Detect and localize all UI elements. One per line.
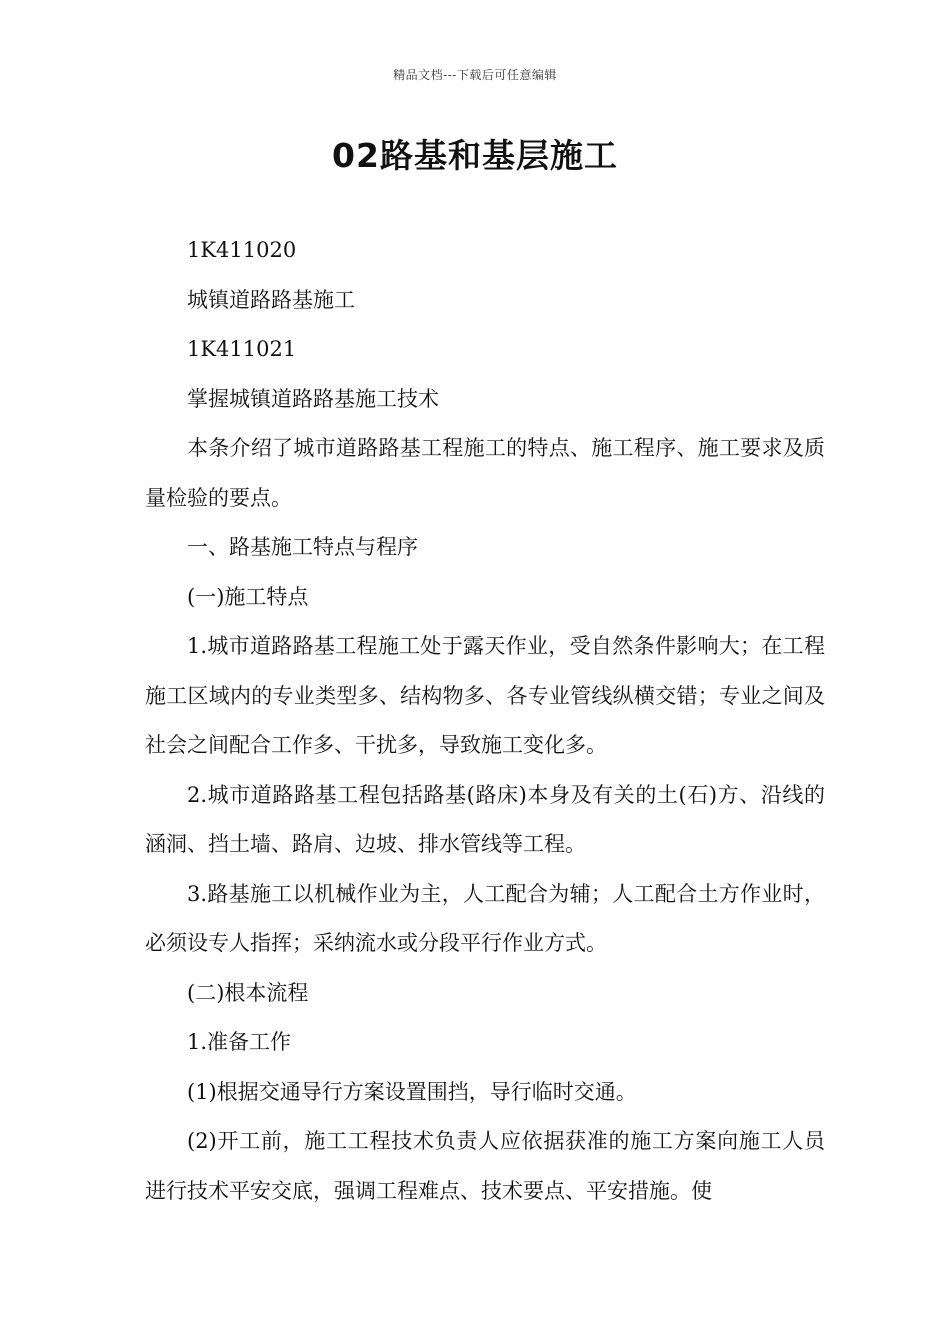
paragraph-heading-1-1: (一)施工特点 [187,584,309,609]
header-note: 精品文档---下载后可任意编辑 [393,68,557,82]
paragraph-step-1-2: (2)开工前，施工工程技术负责人应依据获准的施工方案向施工人员进行技术平安交底，强调工程难点、技术要点、平安措施。使 [145,1129,825,1203]
paragraph-subsection-title: 掌握城镇道路路基施工技术 [187,386,439,411]
paragraph-step-1: 1.准备工作 [187,1030,292,1054]
paragraph-intro: 本条介绍了城市道路路基工程施工的特点、施工程序、施工要求及质量检验的要点。 [145,436,825,510]
paragraph-subsection-code: 1K411021 [187,337,297,361]
document-body [145,226,825,1216]
page-title: 02路基和基层施工 [332,136,618,175]
paragraph-item-2: 2.城市道路路基工程包括路基(路床)本身及有关的土(石)方、沿线的涵洞、挡土墙、路肩、边坡、排水管线等工程。 [145,782,825,856]
paragraph-section-title: 城镇道路路基施工 [187,287,355,312]
paragraph-section-code: 1K411020 [187,238,297,262]
paragraph-heading-1: 一、路基施工特点与程序 [187,535,418,559]
paragraph-step-1-1: (1)根据交通导行方案设置围挡，导行临时交通。 [187,1079,637,1104]
paragraph-item-1: 1.城市道路路基工程施工处于露天作业，受自然条件影响大；在工程施工区域内的专业类型多、结构物多、各专业管线纵横交错；专业之间及社会之间配合工作多、干扰多，导致施工变化多。 [145,634,825,757]
paragraph-item-3: 3.路基施工以机械作业为主，人工配合为辅；人工配合土方作业时，必须设专人指挥；采纳流水或分段平行作业方式。 [145,881,825,955]
paragraph-heading-1-2: (二)根本流程 [187,980,309,1005]
